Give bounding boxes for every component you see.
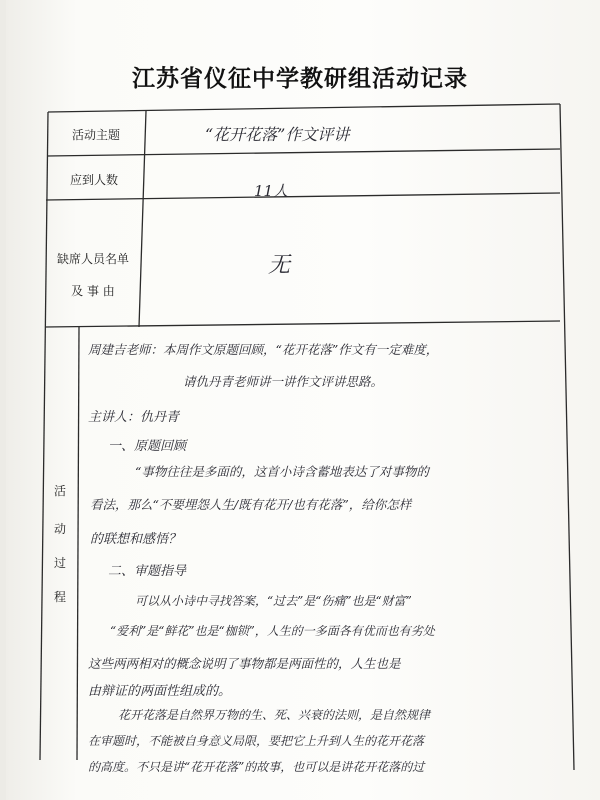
process-label-char-1: 活 [53,484,66,498]
absent-label-line1: 缺席人员名单 [56,252,129,266]
note-line: 主讲人：仇丹青 [88,410,180,425]
note-line: 的联想和感悟？ [90,532,182,547]
attendance-value: 11人 [254,182,289,200]
note-line: 可以从小诗中寻找答案，“过去”是“伤痛”也是“财富” [135,594,412,608]
note-line: 请仇丹青老师讲一讲作文评讲思路。 [183,374,384,389]
process-label-char-4: 程 [53,590,66,604]
note-line: 周建吉老师：本周作文原题回顾，“花开花落”作文有一定难度， [88,342,439,357]
note-line: 看法，那么“不要埋怨人生/既有花开/也有花落”，给你怎样 [90,497,412,512]
attendance-label: 应到人数 [69,173,118,187]
process-label-char-3: 过 [53,556,66,570]
topic-value: “花开花落”作文评讲 [205,125,350,144]
note-line: 的高度。不只是讲“花开花落”的故事，也可以是讲花开花落的过 [88,760,425,774]
note-line: 这些两两相对的概念说明了事物都是两面性的，人生也是 [88,656,401,671]
note-line: “事物往往是多面的，这首小诗含蓄地表达了对事物的 [135,464,429,479]
note-line: 花开花落是自然界万物的生、死、兴衰的法则，是自然规律 [118,708,431,722]
note-line: 由辩证的两面性组成的。 [88,684,232,699]
note-line: “爱利”是“鲜花”也是“枷锁”，人生的一多面各有优而也有劣处 [110,624,435,638]
process-label-char-2: 动 [53,522,66,536]
note-line: 二、审题指导 [108,564,187,579]
note-line: 一、原题回顾 [108,439,187,454]
absent-label-line2: 及 事 由 [71,284,115,298]
topic-label: 活动主题 [71,128,120,142]
absent-value: 无 [268,253,291,278]
page-title: 江苏省仪征中学教研组活动记录 [132,65,468,92]
note-line: 在审题时，不能被自身意义局限，要把它上升到人生的花开花落 [88,734,425,748]
